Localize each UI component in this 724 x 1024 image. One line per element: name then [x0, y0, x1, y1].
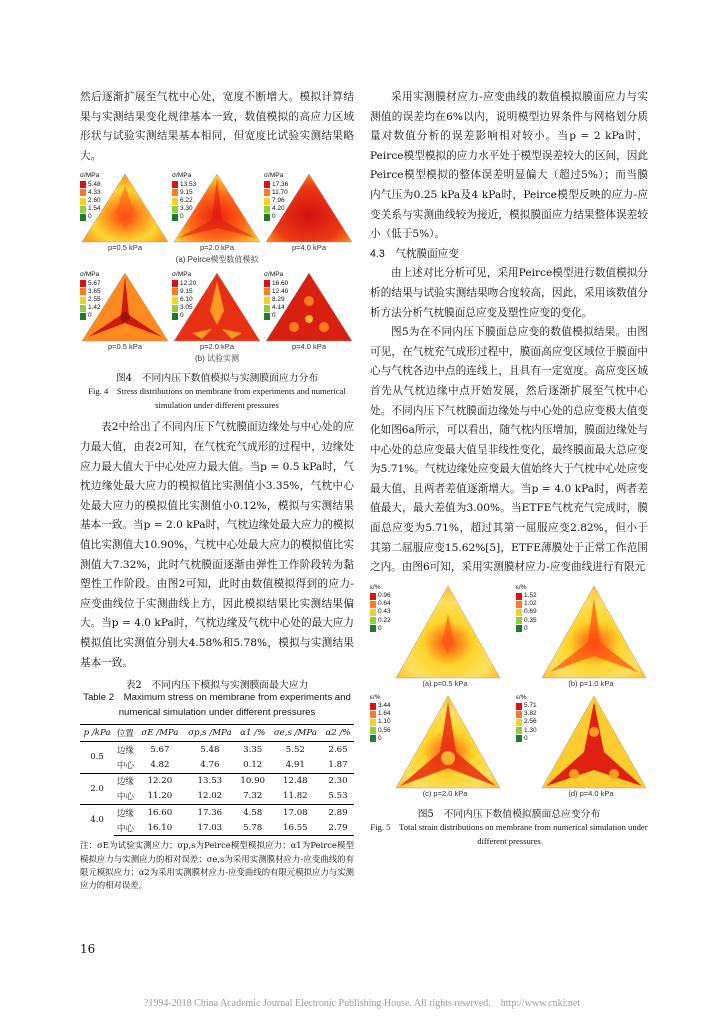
figure-4b-panel-3 [264, 271, 354, 353]
table-cell: 边缘 [114, 773, 137, 789]
copyright-footer: ?1994-2018 China Academic Journal Electronic Publishing House. All rights reserved. http://www.cnki.net [143, 998, 581, 1009]
colorbar-tick: 17.36 [272, 180, 289, 188]
colorbar-tick: 4.33 [88, 188, 101, 196]
colorbar-tick: 0 [272, 213, 276, 221]
table-row [80, 742, 354, 758]
panel-label: (b) p=1.0 kPa [568, 678, 614, 688]
colorbar-unit: σ/MPa [80, 271, 100, 279]
paragraph: 图5为在不同内压下膜面总应变的数值模拟结果。由图可见，在气枕充气成形过程中，膜面高应变区域位于膜面中心与气枕各边中点的连线上，且具有一定宽度。高应变区域首先从气枕边缘中点开始发展，然后逐渐扩展至气枕中心处。不同内压下气枕膜面边缘处与中心处的总应变极大值变化如图6a所示，可以看出，随气枕内压增加，膜面边缘处与中心处的总应变最大值呈非线性变化，最终膜面最大总应变为5.71%。气枕边缘处应变最大值始终大于气枕中心处应变最大值，且两者差值逐渐增大。当p = 4.0 kPa时，两者差值最大，最大差值为3.00%。当ETFE气枕充气完成时，膜面总应变为5.71%，超过其第一屈服应变2.82%，但小于其第二屈服应变15.62%[5]，ETFE薄膜处于正常工作范围之内。由图6可知，采用实测膜材应力-应变曲线进行有限元 [370, 326, 648, 574]
figure-5 [370, 584, 648, 848]
colorbar-tick: 3.30 [180, 205, 193, 213]
colorbar-tick: 8.29 [272, 295, 285, 303]
table-row [80, 805, 354, 821]
colorbar-tick: 1.52 [524, 592, 537, 600]
colorbar-tick: 0.22 [378, 616, 391, 624]
paragraph: 由上述对比分析可见，采用Peirce模型进行数值模拟分析的结果与试验实测结果吻合度较高，因此，采用该数值分析方法分析气枕膜面总应变及塑性应变的变化。 [370, 267, 648, 319]
contour-plot [264, 271, 354, 343]
colorbar-tick: 3.44 [378, 702, 391, 710]
colorbar-tick: 3.82 [524, 710, 537, 718]
paragraph: 表2中给出了不同内压下气枕膜面边缘处与中心处的应力最大值，由表2可知，在气枕充气成形的过程中，边缘处应力最大值大于中心处应力最大值。当p = 0.5 kPa时，气枕边缘处最大应力的模拟值比实测值小3.35%，气枕中心处最大应力的模拟值比实测值小0.12%，模拟与实测结果基本一致。当p = 2.0 kPa时，气枕边缘处最大应力的模拟值比实测值大10.90%，气枕中心处最大应力的模拟值比实测值大7.32%，此时气枕膜面逐渐由弹性工作阶段转为黏塑性工作阶段。由图2可知，此时由数值模拟得到的应力-应变曲线位于实测曲线上方，因此模拟结果比实测结果偏大。当p = 4.0 kPa时，气枕边缘及气枕中心处的最大应力模拟值比实测值分别大4.58%和5.78%，模拟与实测结果基本一致。 [80, 421, 354, 669]
table-header: σe,s /MPa [269, 725, 322, 742]
table-cell: 16.60 [137, 805, 183, 821]
panel-label: p=4.0 kPa [292, 342, 326, 352]
table-header: σE /MPa [137, 725, 183, 742]
colorbar-tick: 0 [180, 312, 184, 320]
table-row [80, 757, 354, 773]
colorbar-tick: 1.54 [88, 205, 101, 213]
colorbar-tick: 0.64 [378, 600, 391, 608]
colorbar-tick: 12.40 [272, 287, 289, 295]
table-cell: 10.90 [237, 773, 269, 789]
table-cell: 0.5 [90, 752, 104, 763]
table-header: α2 /% [322, 725, 354, 742]
colorbar-tick: 6.22 [180, 196, 193, 204]
table-caption-en: Table 2 Maximum stress on membrane from experiments and numerical simulation under different pressures [83, 692, 351, 718]
table-cell: 17.08 [269, 805, 322, 821]
table-cell: 2.89 [322, 805, 354, 821]
figure-caption-en: Fig. 4 Stress distributions on membrane from experiments and numerical simulation under different pressures [88, 386, 346, 411]
paragraph: 采用实测膜材应力-应变曲线的数值模拟膜面应力与实测值的误差均在6%以内，说明模型边界条件与网格划分质量对数值分析的误差影响相对较小。当p = 2 kPa时，Peirce模型模拟的应力水平处于模型误差较大的区间，因此Peirce模型模拟的整体误差明显偏大（超过5%）；而当膜内气压为0.25 kPa及4 kPa时，Peirce模型反映的应力-应变关系与实测曲线较为接近，模拟膜面应力结果整体误差较小（低于5%）。 [370, 91, 648, 241]
subcaption: (a) Peirce模型数值模拟 [175, 255, 259, 265]
colorbar-tick: 0.43 [378, 608, 391, 616]
stress-table [80, 724, 354, 836]
colorbar-tick: 0 [524, 624, 528, 632]
figure-4a-panel-1 [80, 172, 170, 254]
table-cell: 12.20 [137, 773, 183, 789]
colorbar-unit: σ/MPa [264, 172, 284, 180]
panel-label: (d) p=4.0 kPa [568, 788, 614, 798]
colorbar-unit: σ/MPa [264, 271, 284, 279]
table-cell: 16.10 [137, 820, 183, 836]
table-header-row [80, 725, 354, 742]
colorbar-tick: 0.96 [378, 592, 391, 600]
panel-label: p=0.5 kPa [108, 342, 142, 352]
colorbar-tick: 4.20 [272, 205, 285, 213]
table-row [80, 789, 354, 805]
colorbar-unit: σ/MPa [172, 271, 192, 279]
figure-caption: 图5 不同内压下数值模拟膜面总应变分布 [417, 808, 601, 820]
colorbar-tick: 13.53 [180, 180, 197, 188]
section-heading: 4.3 气枕膜面应变 [370, 247, 459, 260]
table-cell: 边缘 [114, 805, 137, 821]
colorbar-tick: 3.05 [180, 304, 193, 312]
table-header: 位置 [114, 725, 137, 742]
table-row [80, 820, 354, 836]
contour-plot [264, 172, 354, 244]
table-cell: 5.67 [150, 744, 170, 755]
colorbar-tick: 0 [524, 734, 528, 742]
contour-plot [172, 172, 262, 244]
figure-caption-en: Fig. 5 Total strain distributions on membrane from numerical simulation under different pressures [370, 821, 648, 846]
table-header: σp,s /MPa [183, 725, 237, 742]
colorbar-tick: 3.65 [88, 287, 101, 295]
colorbar-tick: 0 [378, 734, 382, 742]
table-cell: 2.65 [328, 744, 348, 755]
colorbar-tick: 1.42 [88, 304, 101, 312]
table-header: α1 /% [237, 725, 269, 742]
colorbar-tick: 0.35 [524, 616, 537, 624]
colorbar-unit: ε/% [370, 693, 381, 701]
table-cell: 13.53 [183, 773, 237, 789]
figure-5-row-1 [370, 584, 648, 690]
table-cell: 5.78 [237, 820, 269, 836]
table-cell: 4.58 [237, 805, 269, 821]
colorbar-unit: ε/% [516, 693, 527, 701]
contour-plot [516, 584, 648, 680]
table-cell: 中心 [114, 820, 137, 836]
panel-label: p=2.0 kPa [200, 243, 234, 253]
table-cell: 3.35 [243, 744, 263, 755]
table-cell: 4.82 [150, 760, 170, 771]
colorbar-tick: 2.56 [524, 718, 537, 726]
contour-plot [516, 694, 648, 790]
colorbar-tick: 2.60 [88, 196, 101, 204]
contour-plot [80, 271, 170, 343]
figure-5b-panel [516, 584, 648, 690]
contour-plot [370, 584, 502, 680]
table-row [80, 773, 354, 789]
colorbar-tick: 1.02 [524, 600, 537, 608]
table-cell: 4.76 [200, 760, 220, 771]
table-cell: 17.36 [183, 805, 237, 821]
paragraph: 然后逐渐扩展至气枕中心处，宽度不断增大。模拟计算结果与实测结果变化规律基本一致，数值模拟的高应力区域形状与试验实测结果基本相同，但宽度比试验实测结果略大。 [80, 91, 354, 162]
colorbar-tick: 9.15 [180, 287, 193, 295]
colorbar-tick: 0 [180, 213, 184, 221]
panel-label: p=0.5 kPa [108, 243, 142, 253]
panel-label: (c) p=2.0 kPa [422, 788, 468, 798]
colorbar-tick: 1.64 [378, 710, 391, 718]
table-cell: 4.0 [80, 805, 114, 836]
colorbar-unit: ε/% [516, 583, 527, 591]
table-cell: 2.30 [322, 773, 354, 789]
table-cell: 边缘 [116, 745, 135, 756]
table-cell: 4.91 [285, 760, 305, 771]
colorbar-tick: 1.10 [378, 718, 391, 726]
figure-5c-panel [370, 694, 502, 800]
table-header: p /kPa [80, 725, 114, 742]
figure-4a-panel-3 [264, 172, 354, 254]
table-caption: 表2 不同内压下模拟与实测膜面最大应力 [125, 680, 309, 692]
colorbar-tick: 5.67 [88, 279, 101, 287]
table-cell: 7.32 [243, 791, 263, 802]
colorbar-tick: 5.48 [88, 180, 101, 188]
colorbar-tick: 0 [88, 312, 92, 320]
figure-4b-panel-1 [80, 271, 170, 353]
table-cell: 5.48 [200, 744, 220, 755]
figure-caption: 图4 不同内压下数值模拟与实测膜面应力分布 [115, 373, 319, 385]
colorbar-tick: 6.10 [180, 295, 193, 303]
panel-label: (a) p=0.5 kPa [422, 678, 468, 688]
table-cell: 中心 [116, 761, 135, 772]
colorbar-tick: 7.96 [272, 196, 285, 204]
table-cell: 1.87 [328, 760, 348, 771]
table-note: 注：σE为试验实测应力；σp,s为Peirce模型模拟应力；α1为Peirce模型模拟应力与实测应力的相对误差；σe,s为采用实测膜材应力-应变曲线的有限元模拟应力；α2为采用实测膜材应力-应变曲线的有限元模拟应力与实测应力的相对误差。 [80, 840, 354, 891]
figure-5a-panel [370, 584, 502, 690]
colorbar-unit: σ/MPa [80, 172, 100, 180]
table-2 [80, 677, 354, 892]
colorbar-tick: 0.56 [378, 726, 391, 734]
colorbar-tick: 0 [272, 312, 276, 320]
colorbar-tick: 12.20 [180, 279, 197, 287]
colorbar-tick: 0 [378, 624, 382, 632]
colorbar-tick: 5.71 [524, 702, 537, 710]
figure-5d-panel [516, 694, 648, 800]
right-column [370, 88, 648, 848]
table-cell: 5.53 [328, 791, 348, 802]
table-cell: 11.82 [283, 791, 308, 802]
colorbar-tick: 9.15 [180, 188, 193, 196]
contour-plot [172, 271, 262, 343]
table-cell: 12.02 [197, 791, 223, 802]
table-cell: 5.52 [285, 744, 305, 755]
table-cell: 2.0 [80, 773, 114, 804]
table-cell: 16.55 [269, 820, 322, 836]
colorbar-tick: 4.14 [272, 304, 285, 312]
subcaption: (b) 试验实测 [195, 354, 239, 364]
table-cell: 11.20 [147, 791, 173, 802]
table-cell: 0.12 [243, 760, 263, 771]
contour-plot [80, 172, 170, 244]
colorbar-tick: 11.70 [272, 188, 288, 196]
figure-5-row-2 [370, 694, 648, 800]
figure-4a-panel-2 [172, 172, 262, 254]
contour-plot [370, 694, 502, 790]
colorbar-tick: 0 [88, 213, 92, 221]
table-cell: 17.03 [183, 820, 237, 836]
figure-4b-panel-2 [172, 271, 262, 353]
colorbar-tick: 1.30 [524, 726, 537, 734]
figure-4 [80, 172, 354, 412]
table-cell: 12.48 [269, 773, 322, 789]
left-column [80, 88, 354, 892]
colorbar-unit: ε/% [370, 583, 381, 591]
panel-label: p=4.0 kPa [292, 243, 326, 253]
figure-4b-row [80, 271, 354, 353]
panel-label: p=2.0 kPa [200, 342, 234, 352]
colorbar-unit: σ/MPa [172, 172, 192, 180]
colorbar-tick: 0.69 [524, 608, 537, 616]
colorbar-tick: 2.55 [88, 295, 101, 303]
figure-4a-row [80, 172, 354, 254]
table-cell: 2.79 [322, 820, 354, 836]
table-cell: 中心 [116, 792, 135, 803]
page-number: 16 [80, 942, 96, 956]
colorbar-tick: 16.60 [272, 279, 289, 287]
